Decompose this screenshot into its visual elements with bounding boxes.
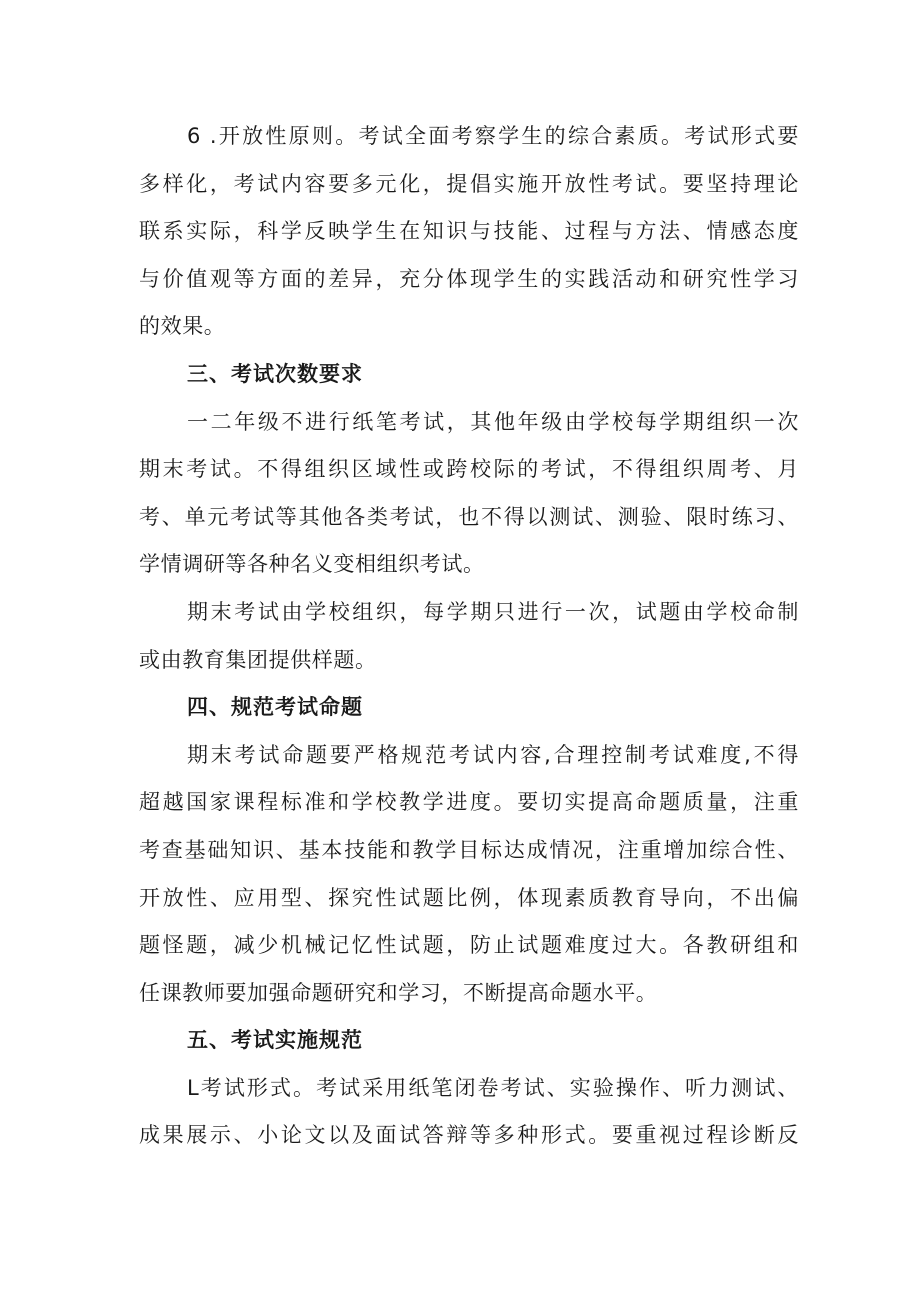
paragraph-line: 一二年级不进行纸笔考试，其他年级由学校每学期组织一次 bbox=[187, 409, 799, 434]
paragraph-line: 多样化，考试内容要多元化，提倡实施开放性考试。要坚持理论 bbox=[139, 171, 799, 196]
paragraph-exam-questions bbox=[139, 732, 799, 1018]
paragraph-line: 期末考试。不得组织区域性或跨校际的考试，不得组织周考、月 bbox=[139, 457, 799, 482]
paragraph-line: 成果展示、小论文以及面试答辩等多种形式。要重视过程诊断反 bbox=[139, 1123, 799, 1148]
paragraph-line: 的效果。 bbox=[139, 314, 226, 339]
paragraph-exam-format bbox=[139, 1065, 799, 1160]
paragraph-line: 任课教师要加强命题研究和学习，不断提高命题水平。 bbox=[139, 980, 658, 1005]
paragraph-line: 期末考试由学校组织，每学期只进行一次，试题由学校命制 bbox=[187, 599, 799, 624]
paragraph-line: 考查基础知识、基本技能和教学目标达成情况，注重增加综合性、 bbox=[139, 837, 799, 862]
paragraph-openness-principle bbox=[139, 113, 799, 351]
section-heading-exam-implementation: 五、考试实施规范 bbox=[187, 1028, 363, 1053]
paragraph-exam-frequency-2 bbox=[139, 589, 799, 684]
paragraph-line: 或由教育集团提供样题。 bbox=[139, 647, 377, 672]
paragraph-line: 学情调研等各种名义变相组织考试。 bbox=[139, 552, 485, 577]
paragraph-line: 超越国家课程标准和学校教学进度。要切实提高命题质量，注重 bbox=[139, 790, 799, 815]
document-body bbox=[139, 113, 799, 1160]
paragraph-line: 开放性、应用型、探究性试题比例，体现素质教育导向，不出偏 bbox=[139, 885, 799, 910]
paragraph-line: 联系实际，科学反映学生在知识与技能、过程与方法、情感态度 bbox=[139, 219, 799, 244]
paragraph-line: 与价值观等方面的差异，充分体现学生的实践活动和研究性学习 bbox=[139, 266, 799, 291]
paragraph-line: 期末考试命题要严格规范考试内容,合理控制考试难度,不得 bbox=[187, 742, 799, 767]
paragraph-line: L考试形式。考试采用纸笔闭卷考试、实验操作、听力测试、 bbox=[187, 1075, 799, 1100]
paragraph-line: 考、单元考试等其他各类考试，也不得以测试、测验、限时练习、 bbox=[139, 504, 799, 529]
paragraph-exam-frequency-1 bbox=[139, 399, 799, 589]
section-heading-exam-questions: 四、规范考试命题 bbox=[187, 695, 363, 720]
section-heading-exam-frequency: 三、考试次数要求 bbox=[187, 361, 363, 386]
paragraph-line: 6 .开放性原则。考试全面考察学生的综合素质。考试形式要 bbox=[187, 124, 799, 148]
paragraph-line: 题怪题，减少机械记忆性试题，防止试题难度过大。各教研组和 bbox=[139, 933, 799, 958]
